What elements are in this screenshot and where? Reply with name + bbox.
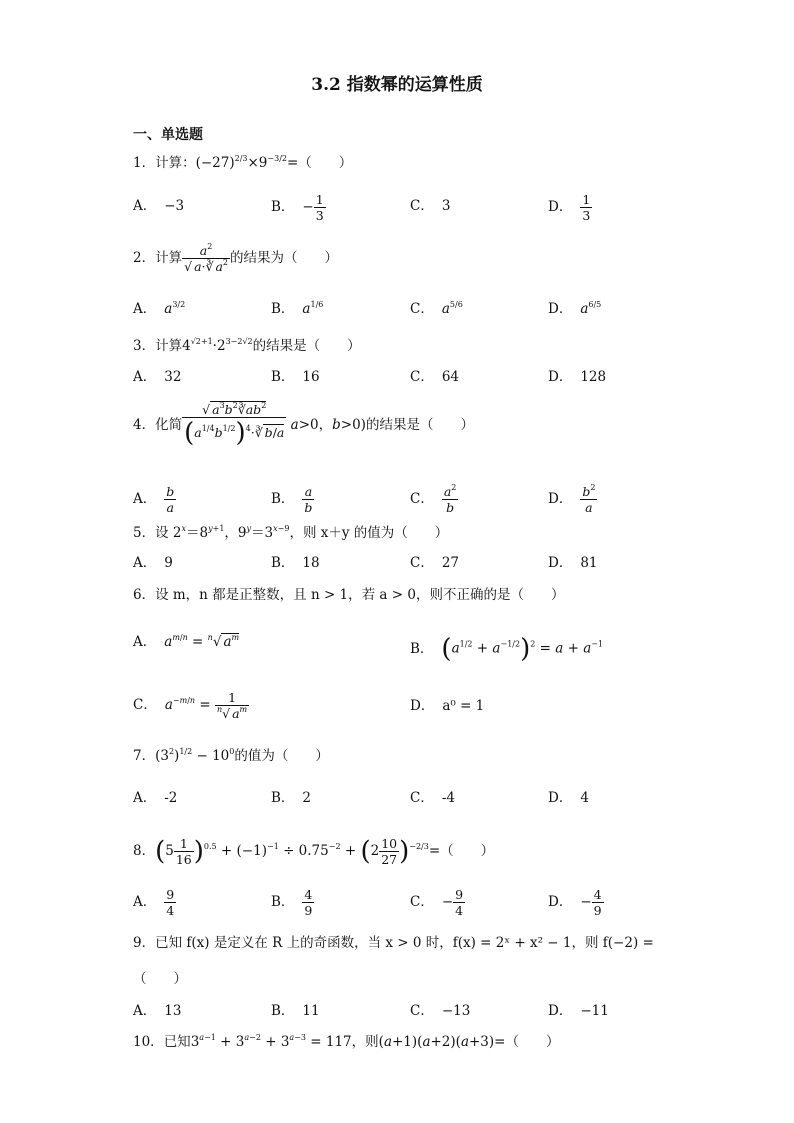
q1-option-d: D． $\frac{1}{3}$ — [548, 192, 591, 223]
page-title: 3.2 指数幂的运算性质 — [311, 75, 483, 95]
q7-option-a: A． -2 — [133, 790, 178, 806]
question-6: 6．设 m，n 都是正整数，且 n > 1，若 a > 0，则不正确的是（ ） — [133, 587, 565, 603]
q4-option-c: C． $\frac{a^2}{b}$ — [410, 483, 457, 515]
q6-option-d: D． a⁰ = 1 — [410, 698, 485, 714]
q6-option-c: C． $a^{-m/n}$ = $\frac{1}{^n√ a^m}$ — [133, 690, 248, 721]
question-3: 3．计算$4^{√2+1}\cdot 2^{3-2√2}$的结果是（ ） — [133, 337, 361, 354]
q9-option-d: D． −11 — [548, 1003, 609, 1019]
question-1: 1．计算：$(-27)^{2/3}\times 9^{-3/2}=$（ ） — [133, 154, 353, 171]
q8-option-b: B． $\frac{4}{9}$ — [271, 887, 313, 918]
section-heading: 一、单选题 — [133, 127, 203, 143]
q8-option-d: D． − $\frac{4}{9}$ — [548, 887, 602, 918]
q3-option-c: C． 64 — [410, 369, 460, 385]
q2-option-c: C． $a^{5/6}$ — [410, 300, 463, 317]
question-4: 4．化简 $\frac{√ a^3b^2∛ab^2}{(a^{1/4}b^{1/2})^4\cdot∛ b/a}$ a>0，b>0)的结果是（ ） — [133, 401, 474, 448]
q3-option-b: B． 16 — [271, 369, 320, 385]
question-8: 8．(5 $\frac{1}{16}$ )$^{0.5} + (-1)^{-1} \div 0.75^{-2} + (2$ $\frac{10}{27}$ )$^{-2/3}$=（ ） — [133, 836, 495, 867]
q7-option-d: D． 4 — [548, 790, 589, 806]
q7-option-b: B． 2 — [271, 790, 312, 806]
q5-option-d: D． 81 — [548, 555, 598, 571]
question-9-continued: （ ） — [133, 971, 187, 987]
q2-option-a: A． $a^{3/2}$ — [133, 300, 186, 317]
q6-option-b: B． $(a^{1/2} + a^{-1/2})^2 = a + a^{-1}$ — [410, 634, 604, 664]
q4-option-d: D． $\frac{b^2}{a}$ — [548, 483, 596, 515]
q9-option-b: B． 11 — [271, 1003, 320, 1019]
question-7: 7．$(3^2)^{1/2} - 10^0$的值为（ ） — [133, 747, 329, 764]
question-9: 9．已知 f(x) 是定义在 R 上的奇函数，当 x > 0 时，f(x) = 2ˣ + x² − 1，则 f(−2) = — [133, 935, 654, 951]
question-10: 10．已知$3^{a-1} + 3^{a-2} + 3^{a-3} = 117$，则(a+1)(a+2)(a+3)=（ ） — [133, 1033, 560, 1050]
q5-option-a: A． 9 — [133, 555, 173, 571]
q8-option-a: A． $\frac{9}{4}$ — [133, 887, 175, 918]
q9-option-c: C． −13 — [410, 1003, 471, 1019]
q4-option-b: B． $\frac{a}{b}$ — [271, 484, 313, 515]
q5-option-c: C． 27 — [410, 555, 460, 571]
q5-option-b: B． 18 — [271, 555, 320, 571]
q3-option-a: A． 32 — [133, 369, 182, 385]
q2-option-d: D． $a^{6/5}$ — [548, 300, 602, 317]
q8-option-c: C． − $\frac{9}{4}$ — [410, 887, 464, 918]
q3-option-d: D． 128 — [548, 369, 607, 385]
q4-option-a: A． $\frac{b}{a}$ — [133, 484, 175, 515]
q1-option-c: C． 3 — [410, 198, 451, 214]
q2-option-b: B． $a^{1/6}$ — [271, 300, 324, 317]
question-5: 5．设 $2^x=8^{y+1}$，$9^y=3^{x-9}$，则 x＋y 的值为（ ） — [133, 524, 449, 541]
q7-option-c: C． -4 — [410, 790, 455, 806]
q6-option-a: A． $a^{m/n} = ^n√$ $a^m$ — [133, 633, 240, 650]
question-2: 2．计算 $\frac{a^2}{√ a\cdot∛ a^2}$ 的结果为（ ） — [133, 242, 339, 274]
q9-option-a: A． 13 — [133, 1003, 182, 1019]
q1-option-a: A． −3 — [133, 198, 185, 214]
q1-option-b: B． − $\frac{1}{3}$ — [271, 192, 324, 223]
